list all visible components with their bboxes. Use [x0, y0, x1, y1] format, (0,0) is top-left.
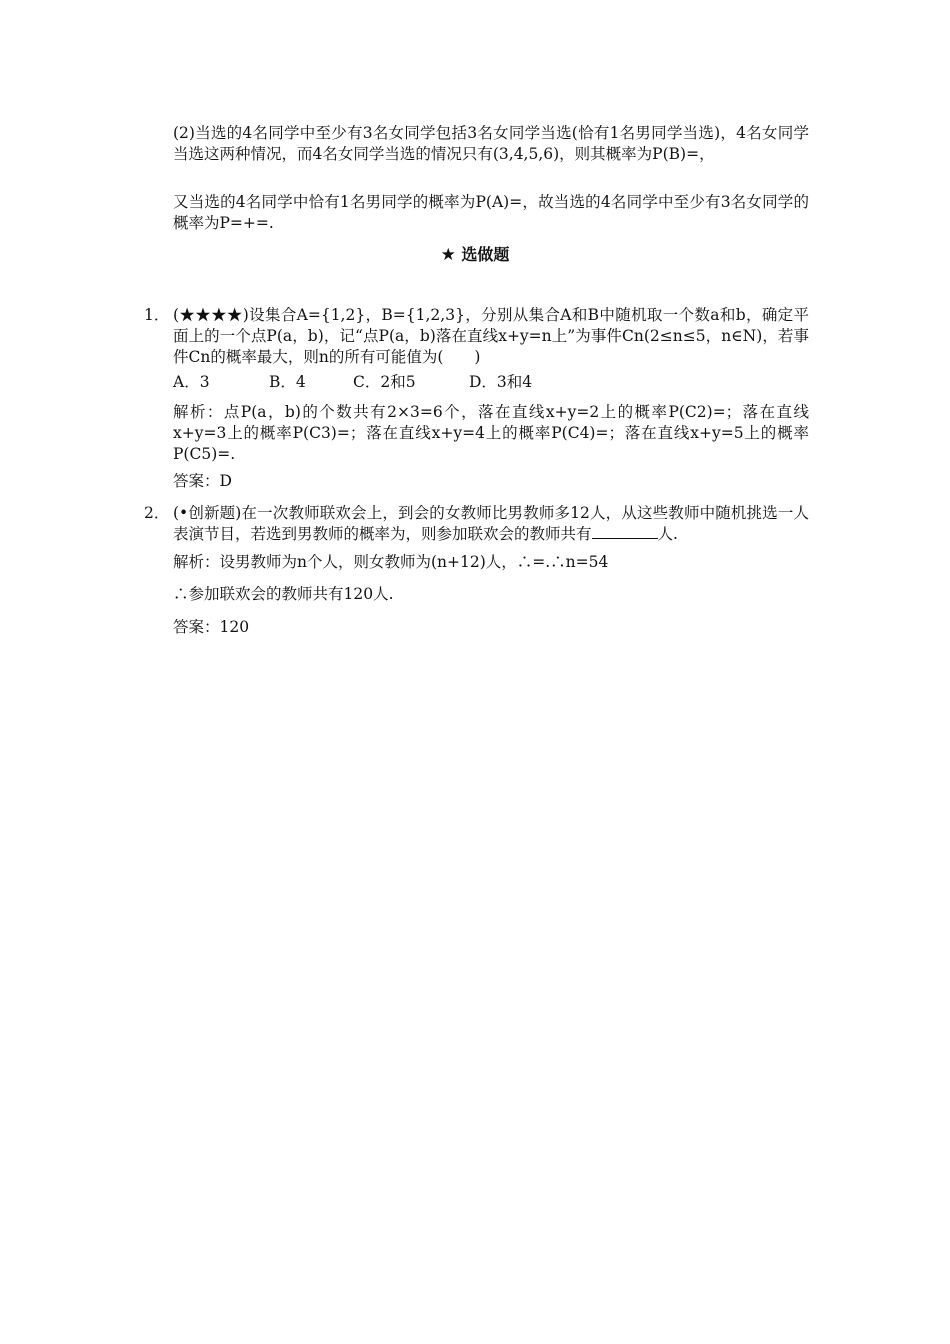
question-1-options [173, 372, 532, 393]
question-2-answer: 答案：120 [173, 618, 250, 636]
option-d: D．3和4 [469, 373, 533, 391]
solution-conclusion-paragraph: 又当选的4名同学中恰有1名男同学的概率为P(A)=，故当选的4名同学中至少有3名女同学的概率为P=+=. [173, 193, 809, 232]
question-2-text [173, 503, 809, 545]
option-c: C．2和5 [353, 373, 416, 391]
section-title: 选做题 [461, 245, 510, 264]
question-1-analysis: 解析：点P(a，b)的个数共有2×3=6个，落在直线x+y=2上的概率P(C2)=；落在直线x+y=3上的概率P(C3)=；落在直线x+y=4上的概率P(C4)=；落在直线x+y=5上的概率P(C5)=. [173, 403, 809, 463]
question-2-text-after: 人. [657, 525, 678, 543]
question-2-analysis-line1: 解析：设男教师为n个人，则女教师为(n+12)人，∴=.∴n=54 [173, 553, 609, 571]
question-2 [144, 503, 809, 545]
question-2-analysis-line2: ∴参加联欢会的教师共有120人. [173, 585, 394, 603]
question-1 [144, 305, 809, 368]
question-1-text: (★★★★)设集合A={1,2}，B={1,2,3}，分别从集合A和B中随机取一个数a和b，确定平面上的一个点P(a，b)，记“点P(a，b)落在直线x+y=n上”为事件Cn(2≤n≤5，n∈N)，若事件Cn的概率最大，则n的所有可能值为( ) [173, 306, 809, 366]
question-1-answer: 答案：D [173, 472, 232, 490]
option-b: B．4 [269, 373, 306, 391]
question-2-number: 2． [144, 504, 170, 522]
question-1-number: 1． [144, 306, 170, 324]
answer-blank[interactable] [592, 524, 658, 539]
question-2-text-before: (•创新题)在一次教师联欢会上，到会的女教师比男教师多12人，从这些教师中随机挑选一人表演节目，若选到男教师的概率为，则参加联欢会的教师共有 [173, 504, 809, 543]
star-icon: ★ [440, 245, 456, 265]
option-a: A．3 [173, 373, 210, 391]
solution-part2-paragraph: (2)当选的4名同学中至少有3名女同学包括3名女同学当选(恰有1名男同学当选)，4名女同学当选这两种情况，而4名女同学当选的情况只有(3,4,5,6)，则其概率为P(B)=， [173, 124, 809, 163]
section-heading [0, 244, 950, 266]
